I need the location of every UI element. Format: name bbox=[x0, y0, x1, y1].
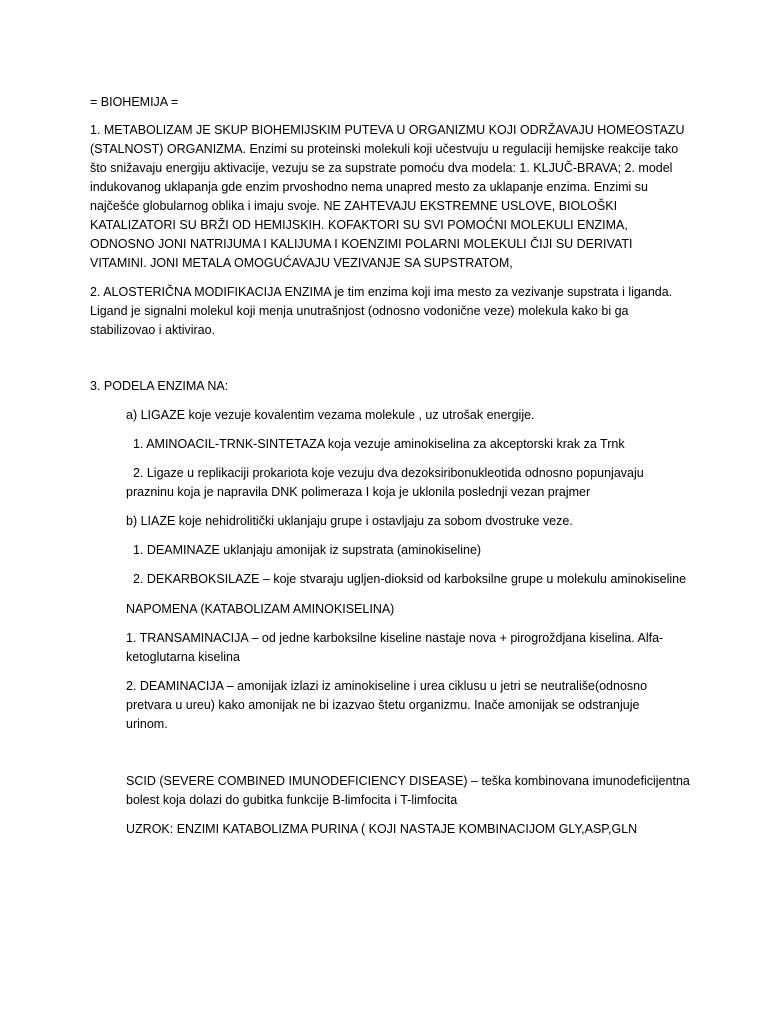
paragraph-podela-enzima: 3. PODELA ENZIMA NA: bbox=[90, 379, 229, 393]
list-item-transaminacija: 1. TRANSAMINACIJA – od jedne karboksilne kiseline nastaje nova + pirogroždjana kiselina. Alfa-ketoglutarna kiselina bbox=[126, 631, 664, 664]
list-item-ligaze: a) LIGAZE koje vezuje kovalentim vezama molekule , uz utrošak energije. bbox=[126, 408, 535, 422]
napomena-heading: NAPOMENA (KATABOLIZAM AMINOKISELINA) bbox=[126, 602, 395, 616]
list-item-ligaze-replikacija bbox=[126, 464, 686, 502]
list-item-liaze: b) LIAZE koje nehidrolitički uklanjaju grupe i ostavljaju za sobom dvostruke veze. bbox=[126, 514, 573, 528]
list-item-dekarboksilaze: 2. DEKARBOKSILAZE – koje stvaraju ugljen-dioksid od karboksilne grupe u molekulu aminokiseline bbox=[133, 572, 687, 586]
paragraph-uzrok: UZROK: ENZIMI KATABOLIZMA PURINA ( KOJI NASTAJE KOMBINACIJOM GLY,ASP,GLN bbox=[126, 822, 638, 836]
document-heading: = BIOHEMIJA = bbox=[90, 95, 179, 109]
list-item-deaminaze: 1. DEAMINAZE uklanjaju amonijak iz supstrata (aminokiseline) bbox=[133, 543, 482, 557]
list-item-ligaze-replikacija-text: 2. Ligaze u replikaciji prokariota koje vezuju dva dezoksiribonukleotida odnosno popunjavaju prazninu koja je napravila DNK polimeraza I koja je uklonila poslednji vezan prajmer bbox=[126, 466, 644, 499]
paragraph-alosterična-modifikacija: 2. ALOSTERIČNA MODIFIKACIJA ENZIMA je tim enzima koji ima mesto za vezivanje supstrata i liganda. Ligand je signalni molekul koji menja unutrašnjost (odnosno vodonične veze) molekula kako bi ga stabilizovao i aktivirao. bbox=[90, 285, 673, 337]
paragraph-scid: SCID (SEVERE COMBINED IMUNODEFICIENCY DISEASE) – teška kombinovana imunodeficijentna bolest koja dolazi do gubitka funkcije B-limfocita i T-limfocita bbox=[126, 774, 690, 807]
list-item-deaminacija: 2. DEAMINACIJA – amonijak izlazi iz aminokiseline i urea ciklusu u jetri se neutrališe(odnosno pretvara u ureu) kako amonijak ne bi izazvao štetu organizmu. Inače amonijak se odstranjuje urinom. bbox=[126, 679, 648, 731]
paragraph-metabolizam: 1. METABOLIZAM JE SKUP BIOHEMIJSKIM PUTEVA U ORGANIZMU KOJI ODRŽAVAJU HOMEOSTAZU (STALNOST) ORGANIZMA. Enzimi su proteinski molekuli koji učestvuju u regulaciji hemijske reakcije tako što snižavaju energiju aktivacije, vezuju se za supstrate pomoću dva modela: 1. KLJUČ-BRAVA; 2. model indukovanog uklapanja gde enzim prvoshodno nema unapred mesto za uklapanje enzima. Enzimi su najčešće globularnog oblika i imaju svoje. NE ZAHTEVAJU EKSTREMNE USLOVE, BIOLOŠKI KATALIZATORI SU BRŽI OD HEMIJSKIH. KOFAKTORI SU SVI POMOĆNI MOLEKULI ENZIMA, ODNOSNO JONI NATRIJUMA I KALIJUMA I KOENZIMI POLARNI MOLEKULI ČIJI SU DERIVATI VITAMINI. JONI METALA OMOGUĆAVAJU VEZIVANJE SA SUPSTRATOM, bbox=[90, 123, 685, 270]
list-item-aminoacil-trnk-sintetaza: 1. AMINOACIL-TRNK-SINTETAZA koja vezuje aminokiselina za akceptorski krak za Trnk bbox=[133, 437, 625, 451]
